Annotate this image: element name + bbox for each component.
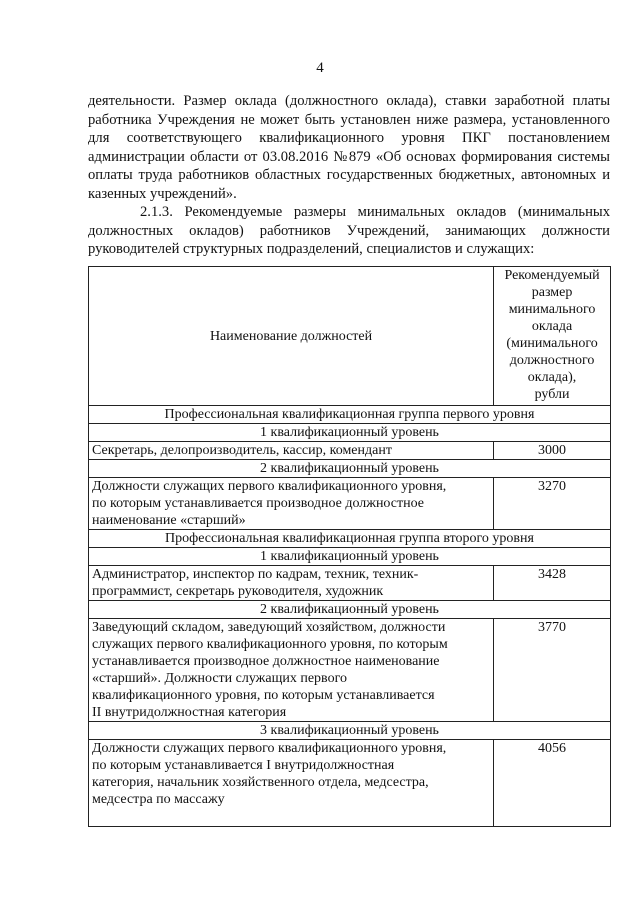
page-number: 4 (316, 60, 324, 76)
position-line: Администратор, инспектор по кадрам, техник, техник- (92, 567, 419, 582)
salary-amount: 3270 (494, 478, 611, 530)
salary-table (88, 266, 611, 827)
group-row (89, 530, 611, 548)
table-header-row (89, 267, 611, 406)
level-title: 2 квалификационный уровень (89, 601, 611, 619)
position-names (89, 478, 494, 530)
position-line: II внутридолжностная категория (92, 705, 287, 720)
level-row (89, 424, 611, 442)
level-row (89, 601, 611, 619)
paragraph-salary-limit (88, 92, 610, 203)
position-line: Заведующий складом, заведующий хозяйством, должности (92, 620, 446, 635)
position-line: по которым устанавливается I внутридолжностная (92, 758, 395, 773)
position-line: «старший». Должности служащих первого (92, 671, 347, 686)
text-line: бюджетных, автономных и казенных учреждений». (88, 167, 611, 202)
level-row (89, 548, 611, 566)
header-amount-line: Рекомендуемый (504, 268, 600, 283)
header-amount-line: (минимального (506, 336, 598, 351)
level-title: 1 квалификационный уровень (89, 548, 611, 566)
text-line: должностных окладов) работников Учреждений, занимающих должности (88, 222, 610, 239)
salary-amount: 3428 (494, 566, 611, 601)
text-line: постановлением администрации области от 03.08.2016 №879 «Об основах (88, 130, 610, 165)
group-title: Профессиональная квалификационная группа первого уровня (89, 406, 611, 424)
position-names (89, 442, 494, 460)
header-amount-line: оклада (531, 319, 573, 334)
position-line: Секретарь, делопроизводитель, кассир, комендант (92, 443, 392, 458)
table-row (89, 478, 611, 530)
group-title: Профессиональная квалификационная группа второго уровня (89, 530, 611, 548)
position-line: программист, секретарь руководителя, художник (92, 584, 384, 599)
salary-amount: 4056 (494, 740, 611, 827)
position-line: устанавливается производное должностное наименование (92, 654, 440, 669)
position-line: Должности служащих первого квалификационного уровня, (92, 741, 447, 756)
position-names (89, 619, 494, 722)
header-amount (494, 267, 611, 406)
paragraph-2-1-3 (88, 203, 610, 259)
level-title: 1 квалификационный уровень (89, 424, 611, 442)
table-row (89, 619, 611, 722)
position-line: квалификационного уровня, по которым устанавливается (92, 688, 435, 703)
text-line: формирования системы оплаты труда работников областных государственных (88, 148, 610, 183)
salary-amount: 3770 (494, 619, 611, 722)
table-row (89, 740, 611, 827)
level-row (89, 460, 611, 478)
level-title: 2 квалификационный уровень (89, 460, 611, 478)
position-line: Должности служащих первого квалификационного уровня, (92, 479, 447, 494)
position-line: категория, начальник хозяйственного отдела, медсестра, (92, 775, 429, 790)
position-line: служащих первого квалификационного уровня, по которым (92, 637, 448, 652)
table-row (89, 566, 611, 601)
header-amount-line: размер (531, 285, 573, 300)
group-row (89, 406, 611, 424)
position-names (89, 740, 494, 827)
header-amount-line: оклада), (527, 370, 577, 385)
text-line: установленного для соответствующего квалификационного уровня ПКГ (88, 111, 610, 146)
position-line: наименование «старший» (92, 513, 246, 528)
table-row (89, 442, 611, 460)
text-line: деятельности. Размер оклада (должностного оклада), ставки заработной платы (88, 93, 610, 109)
body-text (88, 92, 610, 259)
header-amount-line: должностного (509, 353, 595, 368)
position-line: медсестра по массажу (92, 792, 225, 807)
salary-amount: 3000 (494, 442, 611, 460)
header-position-name: Наименование должностей (89, 267, 494, 406)
position-names (89, 566, 494, 601)
header-amount-line: рубли (534, 387, 570, 402)
level-title: 3 квалификационный уровень (89, 722, 611, 740)
text-line: руководителей структурных подразделений, специалистов и служащих: (88, 241, 535, 257)
header-amount-line: минимального (508, 302, 596, 317)
position-line: по которым устанавливается производное должностное (92, 496, 424, 511)
text-line: работника Учреждения не может быть установлен ниже размера, (88, 111, 507, 128)
text-line: 2.1.3. Рекомендуемые размеры минимальных окладов (минимальных (140, 204, 610, 220)
level-row (89, 722, 611, 740)
